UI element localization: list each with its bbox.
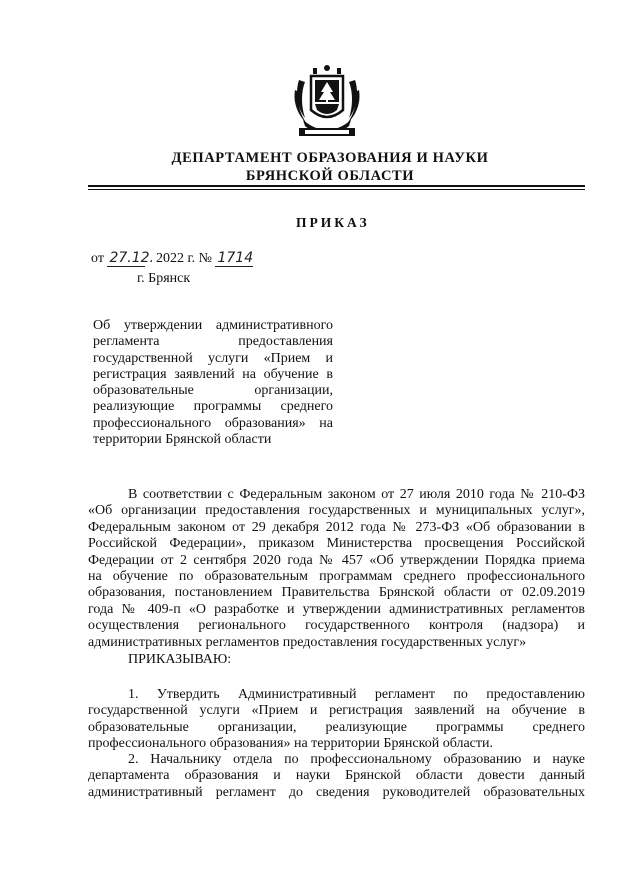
- decree-word: [88, 652, 585, 668]
- preamble-line: Федеральным законом от 29 декабря 2012 года № 273-ФЗ «Об образовании в: [88, 519, 585, 535]
- department-name: [150, 149, 510, 185]
- preamble-line: Федерации от 2 сентября 2020 года № 457 «Об утверждении Порядка приема: [88, 552, 585, 568]
- item-1-line: профессионального образования» на территории Брянской области.: [88, 736, 493, 752]
- preamble-line: осуществления регионального государственного контроля (надзора) и: [88, 618, 585, 634]
- preamble-line: В соответствии с Федеральным законом от 27 июля 2010 года № 210-ФЗ: [128, 487, 585, 502]
- preamble-line: года № 409-п «О разработке и утверждении административных регламентов: [88, 601, 585, 617]
- date-prefix: от: [91, 251, 104, 266]
- order-date-line: [91, 250, 253, 267]
- subject-line: регистрация заявлений на обучение в: [93, 366, 333, 382]
- item-1-line: государственной услуги «Прием и регистрация заявлений на обучение в: [88, 703, 585, 719]
- handwritten-number: 1714: [217, 250, 254, 266]
- preamble-line: административных регламентов предоставления государственных услуг»: [88, 634, 527, 650]
- subject-line: профессионального образования» на: [93, 415, 333, 431]
- item-2-line: 2. Начальнику отдела по профессиональному образованию и науке: [128, 752, 585, 767]
- subject-line: Об утверждении административного: [93, 318, 333, 333]
- handwritten-date: 27.12.: [109, 250, 154, 266]
- order-title: ПРИКАЗ: [296, 215, 370, 230]
- subject-line: государственной услуги «Прием и: [93, 350, 333, 366]
- department-line-1: ДЕПАРТАМЕНТ ОБРАЗОВАНИЯ И НАУКИ: [171, 150, 489, 166]
- decree-word-text: ПРИКАЗЫВАЮ:: [128, 652, 232, 667]
- subject-line: регламента предоставления: [93, 334, 333, 350]
- preamble-line: образования, постановлением Правительства Брянской области от 02.09.2019: [88, 585, 585, 601]
- header-rule-thin: [88, 189, 585, 190]
- coat-of-arms-icon: [291, 62, 363, 142]
- preamble-paragraph: [88, 487, 585, 651]
- item-2-line: административный регламент до сведения руководителей образовательных: [88, 784, 585, 800]
- item-2-line: департамента образования и науки Брянской области довести данный: [88, 768, 585, 784]
- city: г. Брянск: [137, 271, 191, 286]
- department-line-2: БРЯНСКОЙ ОБЛАСТИ: [245, 168, 415, 184]
- item-1-paragraph: [88, 687, 585, 753]
- item-1-line: образовательные организации, реализующие программы среднего: [88, 719, 585, 735]
- order-subject: [93, 318, 333, 448]
- item-2-paragraph: [88, 752, 585, 801]
- item-1-line: 1. Утвердить Административный регламент по предоставлению: [128, 687, 585, 702]
- subject-line: реализующие программы среднего: [93, 399, 333, 415]
- preamble-line: «Об организации предоставления государственных и муниципальных услуг»,: [88, 503, 585, 519]
- header-rule-thick: [88, 185, 585, 187]
- year-text: 2022 г. №: [155, 251, 212, 266]
- subject-line: территории Брянской области: [93, 432, 272, 448]
- subject-line: образовательные организации,: [93, 383, 333, 399]
- preamble-line: на обучение по образовательным программам среднего профессионального: [88, 569, 585, 585]
- preamble-line: Российской Федерации», приказом Министерства просвещения Российской: [88, 536, 585, 552]
